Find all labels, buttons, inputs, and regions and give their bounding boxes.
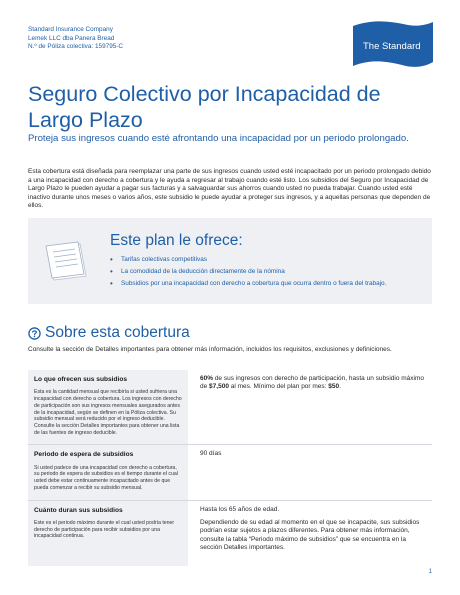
plan-benefit-list bbox=[110, 256, 420, 292]
page-subtitle: Proteja sus ingresos cuando esté afrontando una incapacidad por un periodo prolongado. bbox=[28, 133, 409, 144]
plan-benefits-box bbox=[28, 218, 432, 304]
question-circle-icon bbox=[28, 327, 41, 340]
the-standard-logo bbox=[350, 18, 436, 72]
logo-text: The Standard bbox=[363, 41, 421, 52]
about-coverage-title: Sobre esta cobertura bbox=[45, 324, 190, 341]
policy-number: N.º de Póliza colectiva: 159795-C bbox=[28, 43, 124, 51]
company-name: Standard Insurance Company bbox=[28, 26, 113, 33]
bullet-icon: • bbox=[110, 278, 113, 288]
row-description: Si usted padece de una incapacidad con derecho a cobertura, su periodo de espera de subsidios es el tiempo durante el cual usted debe estar continuamente incapacitado antes de que pueda comenzar a recibir su subsidio mensual. bbox=[34, 464, 178, 491]
coverage-table bbox=[28, 370, 432, 566]
list-item: • Subsidios por una incapacidad con derecho a cobertura que ocurra dentro o fuera del trabajo. bbox=[110, 278, 387, 288]
row-header bbox=[28, 501, 188, 566]
employer-name: Lemek LLC dba Panera Bread bbox=[28, 34, 115, 42]
row-value: 60% de sus ingresos con derecho de participación, hasta un subsidio máximo de $7,500 al mes. Mínimo del plan por mes: $50. bbox=[200, 375, 425, 391]
page-title: Seguro Colectivo por Incapacidad de Largo Plazo bbox=[28, 82, 381, 132]
about-coverage-description: Consulte la sección de Detalles importantes para obtener más información, incluidos los requisitos, exclusiones y definiciones. bbox=[28, 346, 392, 353]
table-row bbox=[28, 370, 432, 444]
plan-title: Este plan le ofrece: bbox=[110, 232, 243, 249]
intro-paragraph: Esta cobertura está diseñada para reemplazar una parte de sus ingresos cuando usted esté incapacitado por un periodo prolongado debido a una incapacidad con derecho a cobertura y le ayuda a regresar al trabajo cuando esté listo. Los subsidios del Seguro por Incapacidad de Largo Plazo le pueden ayudar a pagar sus facturas y a salvaguardar sus ahorros cuando usted no pueda trabajar. Cuando usted esté inactivo durante unos meses o varios años, este subsidio le puede ayudar a proteger sus ingresos, y a aquellas personas que dependen de ellos. bbox=[28, 168, 431, 210]
bullet-icon: • bbox=[110, 266, 113, 276]
page-number: 1 bbox=[428, 569, 432, 575]
row-value: Hasta los 65 años de edad. Dependiendo de su edad al momento en el que se incapacite, sus subsidios podrían estar sujetos a plazos diferentes. Para obtener más información, consulte la tabla “Periodo máximo de subsidios” que se encuentra en la sección Detalles importantes. bbox=[200, 505, 420, 552]
header-info bbox=[28, 26, 123, 52]
row-header bbox=[28, 370, 188, 444]
row-label: Cuánto duran sus subsidios bbox=[34, 506, 123, 514]
list-item: • La comodidad de la deducción directamente de la nómina bbox=[110, 266, 285, 276]
list-item: • Tarifas colectivas competitivas bbox=[110, 255, 207, 264]
bullet-icon: • bbox=[110, 255, 113, 264]
row-value: 90 días bbox=[200, 450, 222, 458]
about-coverage-heading bbox=[28, 324, 190, 342]
table-row bbox=[28, 500, 432, 566]
row-label: Periodo de espera de subsidios bbox=[34, 451, 134, 459]
document-icon bbox=[42, 236, 92, 286]
row-label: Lo que ofrecen sus subsidios bbox=[34, 376, 128, 383]
row-header bbox=[28, 445, 188, 499]
row-description: Este es el periodo máximo durante el cual usted podría tener derecho de participación para recibir subsidios por una incapacidad continua. bbox=[34, 519, 175, 540]
row-description: Esta es la cantidad mensual que recibiría si usted sufriera una incapacidad con derecho a cobertura. Los ingresos con derecho de participación son sus ingresos mensuales asegurados antes de la incapacidad, según se definen en la Póliza colectiva. Su subsidio mensual será reducido por el ingreso deducible. Consulte la sección Detalles importantes para obtener una lista de las fuentes de ingreso deducible. bbox=[34, 389, 182, 436]
table-row bbox=[28, 444, 432, 499]
